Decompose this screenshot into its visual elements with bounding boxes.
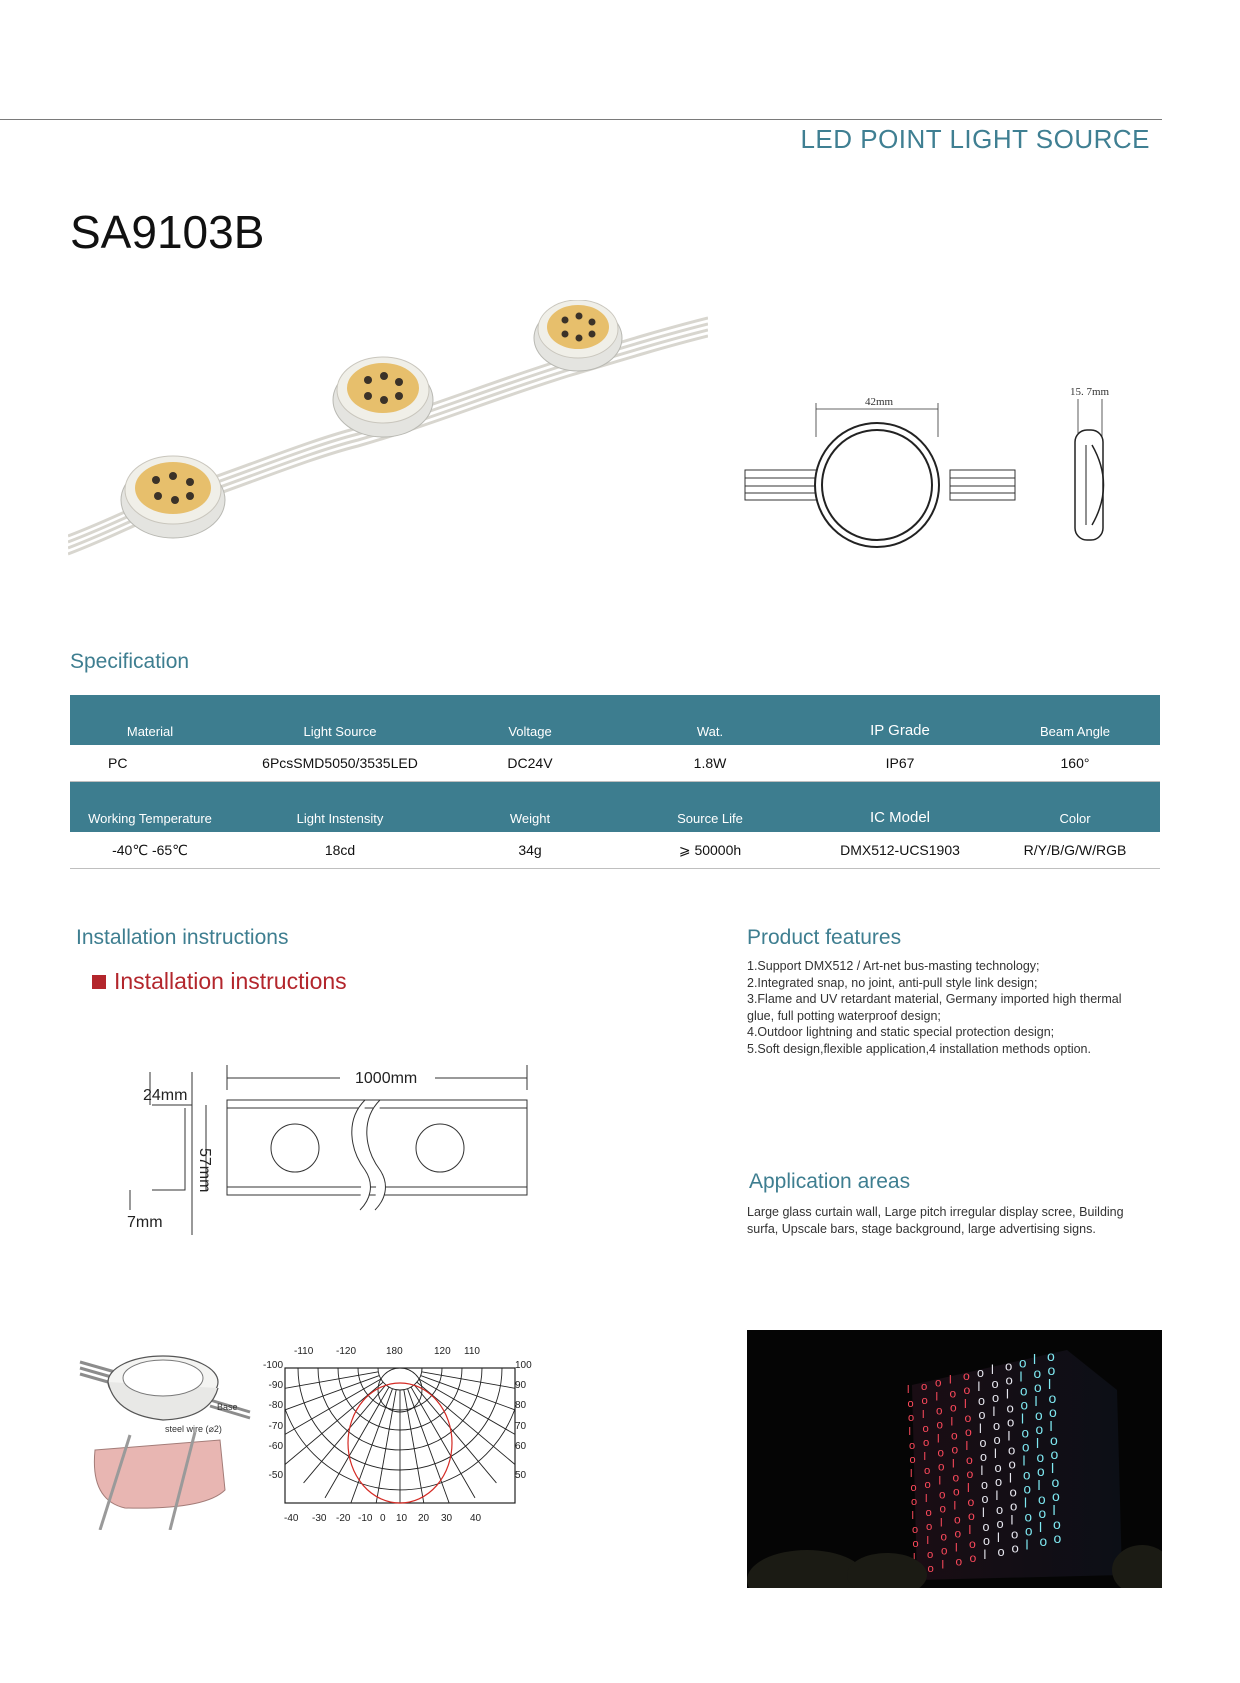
facade-led: o bbox=[1038, 1492, 1046, 1508]
facade-led: l bbox=[1007, 1428, 1011, 1444]
spec-table bbox=[70, 695, 1160, 869]
facade-led: o bbox=[936, 1418, 943, 1432]
facade-led: o bbox=[923, 1436, 930, 1449]
facade-led: o bbox=[969, 1551, 977, 1566]
led-module-3 bbox=[534, 300, 622, 371]
facade-led: l bbox=[949, 1372, 952, 1387]
facade-led: l bbox=[1019, 1369, 1023, 1385]
facade-led: l bbox=[926, 1534, 930, 1547]
facade-led: l bbox=[937, 1432, 940, 1446]
spec-header: Color bbox=[1059, 811, 1091, 826]
facade-led: o bbox=[978, 1408, 986, 1422]
facade-led: o bbox=[1010, 1498, 1018, 1514]
facade-led: o bbox=[910, 1482, 917, 1494]
spec-header: Wat. bbox=[696, 724, 724, 739]
polar-bottom-label: -10 bbox=[358, 1513, 373, 1524]
spec-value: 18cd bbox=[324, 842, 356, 858]
spec-value: IP67 bbox=[885, 755, 915, 771]
facade-led: l bbox=[908, 1426, 911, 1438]
facade-led: o bbox=[1022, 1439, 1030, 1455]
polar-bottom-label: 0 bbox=[380, 1513, 386, 1524]
flange-label: 24mm bbox=[143, 1087, 188, 1104]
facade-led: o bbox=[966, 1453, 973, 1468]
feature-item: 5.Soft design,flexible application,4 installation methods option. bbox=[747, 1041, 1091, 1056]
facade-led: l bbox=[1052, 1502, 1056, 1518]
facade-led: o bbox=[964, 1411, 972, 1426]
facade-led: l bbox=[992, 1403, 996, 1419]
facade-led: o bbox=[1011, 1540, 1019, 1556]
spec-header: IC Model bbox=[869, 809, 931, 826]
led-module-1 bbox=[121, 456, 225, 538]
spec-value-row-2 bbox=[70, 832, 1160, 869]
polar-bottom-label: 40 bbox=[470, 1513, 482, 1524]
facade-led: l bbox=[925, 1492, 928, 1505]
facade-led: o bbox=[1050, 1432, 1058, 1448]
polar-left-label: -100 bbox=[262, 1360, 283, 1371]
led-module-2 bbox=[333, 357, 433, 437]
facade-led: l bbox=[1036, 1436, 1040, 1452]
installation-subtitle bbox=[92, 968, 347, 995]
diameter-label: 42mm bbox=[865, 396, 894, 408]
facade-led: l bbox=[941, 1558, 945, 1572]
facade-led: o bbox=[955, 1554, 963, 1569]
facade-led: o bbox=[963, 1383, 971, 1398]
polar-top-label: 110 bbox=[464, 1346, 480, 1357]
facade-led: o bbox=[1052, 1488, 1060, 1504]
facade-led: o bbox=[1005, 1372, 1013, 1388]
polar-bottom-label: 30 bbox=[441, 1513, 453, 1524]
facade-led: o bbox=[951, 1442, 959, 1457]
facade-led: l bbox=[940, 1516, 943, 1530]
facade-led: o bbox=[941, 1544, 948, 1558]
facade-led: l bbox=[991, 1361, 994, 1377]
spec-header-row-1 bbox=[70, 695, 1160, 745]
specification-title: Specification bbox=[70, 650, 190, 673]
facade-led: o bbox=[1050, 1446, 1059, 1462]
header-category: LED POINT LIGHT SOURCE bbox=[800, 124, 1150, 154]
facade-led: o bbox=[925, 1506, 932, 1519]
spec-header-row-2 bbox=[70, 782, 1160, 832]
facade-led: o bbox=[954, 1526, 962, 1541]
polar-bottom-label: 20 bbox=[418, 1513, 430, 1524]
polar-top-label: 120 bbox=[434, 1346, 451, 1357]
spec-value: DC24V bbox=[507, 755, 553, 771]
polar-right-label: 60 bbox=[515, 1441, 527, 1452]
polar-right-label: 80 bbox=[515, 1400, 527, 1411]
feature-item: 4.Outdoor lightning and static special protection design; bbox=[747, 1025, 1055, 1039]
product-model: SA9103B bbox=[70, 206, 265, 258]
base-label: Base bbox=[217, 1402, 238, 1412]
feature-item: glue, full potting waterproof design; bbox=[747, 1008, 941, 1023]
facade-led: l bbox=[1022, 1453, 1026, 1469]
facade-led: l bbox=[1024, 1495, 1027, 1511]
facade-led: l bbox=[979, 1422, 982, 1436]
facade-led: o bbox=[921, 1394, 928, 1407]
facade-led: l bbox=[997, 1529, 1000, 1545]
facade-led: o bbox=[963, 1369, 970, 1384]
facade-led: o bbox=[996, 1501, 1004, 1517]
facade-led: l bbox=[977, 1380, 981, 1394]
facade-led: o bbox=[1053, 1530, 1062, 1546]
facade-led: l bbox=[982, 1506, 985, 1520]
facade-led: l bbox=[1034, 1394, 1038, 1410]
facade-led: o bbox=[1053, 1516, 1061, 1532]
facade-led: o bbox=[1020, 1397, 1028, 1413]
lip-label: 7mm bbox=[127, 1214, 163, 1231]
polar-left-label: -60 bbox=[268, 1441, 283, 1452]
facade-led: o bbox=[965, 1425, 972, 1440]
facade-led: l bbox=[967, 1481, 970, 1496]
facade-led: o bbox=[996, 1515, 1004, 1531]
facade-led: l bbox=[952, 1456, 955, 1471]
facade-led: o bbox=[1049, 1404, 1057, 1420]
facade-led: l bbox=[910, 1468, 913, 1480]
facade-led: l bbox=[1010, 1512, 1014, 1528]
polar-left-label: -50 bbox=[268, 1470, 283, 1481]
spec-value: R/Y/B/G/W/RGB bbox=[1023, 842, 1127, 858]
spec-value: PC bbox=[108, 755, 128, 771]
facade-led: o bbox=[1024, 1509, 1032, 1525]
facade-led: l bbox=[1039, 1520, 1043, 1536]
facade-led: o bbox=[912, 1538, 919, 1550]
facade-led: o bbox=[937, 1446, 944, 1460]
facade-led: o bbox=[939, 1502, 946, 1516]
thickness-label: 15. 7mm bbox=[1070, 386, 1110, 398]
facade-led: l bbox=[980, 1464, 984, 1478]
facade-led: o bbox=[1006, 1400, 1014, 1416]
facade-led: l bbox=[1006, 1386, 1009, 1402]
facade-led: l bbox=[968, 1523, 972, 1538]
facade-led: l bbox=[1051, 1460, 1055, 1476]
feature-item: 1.Support DMX512 / Art-net bus-masting technology; bbox=[747, 959, 1040, 973]
applications-line: surfa, Upscale bars, stage background, large advertising signs. bbox=[747, 1221, 1096, 1236]
facade-led: l bbox=[953, 1498, 957, 1513]
facade-led: o bbox=[921, 1380, 928, 1393]
facade-led: o bbox=[909, 1454, 916, 1466]
facade-led: o bbox=[922, 1422, 929, 1435]
facade-led: l bbox=[965, 1439, 969, 1454]
facade-led: o bbox=[908, 1412, 915, 1424]
polar-bottom-label: 10 bbox=[396, 1513, 408, 1524]
facade-led: o bbox=[995, 1473, 1003, 1489]
facade-led: l bbox=[923, 1450, 927, 1463]
polar-top-label: -120 bbox=[336, 1346, 357, 1357]
facade-led: o bbox=[924, 1478, 931, 1491]
facade-led: l bbox=[911, 1510, 914, 1522]
installation-subtitle-text: Installation instructions bbox=[114, 968, 347, 994]
facade-led: o bbox=[1038, 1506, 1047, 1522]
installation-profile-drawing bbox=[115, 1060, 545, 1235]
facade-led: o bbox=[992, 1389, 1000, 1405]
facade-led: o bbox=[935, 1376, 942, 1390]
facade-led: o bbox=[939, 1488, 946, 1502]
facade-led: o bbox=[966, 1467, 974, 1482]
facade-led: o bbox=[967, 1495, 975, 1510]
facade-led: o bbox=[979, 1436, 987, 1450]
facade-led: o bbox=[1007, 1414, 1015, 1430]
facade-led: o bbox=[912, 1524, 919, 1536]
polar-left-label: -70 bbox=[268, 1421, 283, 1432]
applications-title: Application areas bbox=[749, 1170, 911, 1193]
facade-led: o bbox=[1008, 1442, 1016, 1458]
facade-led: o bbox=[982, 1520, 990, 1534]
polar-top-label: 180 bbox=[386, 1346, 403, 1357]
installation-title: Installation instructions bbox=[76, 926, 289, 949]
polar-right-label: 100 bbox=[515, 1360, 532, 1371]
facade-led: o bbox=[1035, 1422, 1044, 1438]
facade-led: o bbox=[1009, 1484, 1017, 1500]
facade-led: o bbox=[1011, 1526, 1019, 1542]
facade-led: l bbox=[1021, 1411, 1024, 1427]
facade-led: l bbox=[950, 1414, 954, 1429]
polar-left-label: -80 bbox=[268, 1400, 283, 1411]
spec-header: Weight bbox=[509, 811, 551, 826]
facade-led: o bbox=[1020, 1383, 1028, 1399]
facade-led: o bbox=[940, 1530, 947, 1544]
spec-value: 34g bbox=[518, 842, 542, 858]
facade-led: o bbox=[1021, 1425, 1029, 1441]
polar-right-label: 50 bbox=[515, 1470, 527, 1481]
dimension-drawing bbox=[740, 375, 1160, 560]
facade-led: l bbox=[955, 1540, 958, 1555]
facade-led: o bbox=[1019, 1355, 1027, 1371]
facade-led: o bbox=[1051, 1474, 1060, 1490]
facade-led: o bbox=[1037, 1464, 1045, 1480]
feature-item: 2.Integrated snap, no joint, anti-pull style link design; bbox=[747, 975, 1038, 990]
height-label: 57mm bbox=[196, 1148, 213, 1193]
spec-header: Beam Angle bbox=[1039, 724, 1111, 739]
facade-led: o bbox=[1023, 1481, 1031, 1497]
facade-led: o bbox=[1033, 1366, 1042, 1382]
facade-led: o bbox=[909, 1440, 916, 1452]
facade-led: o bbox=[969, 1537, 976, 1552]
spec-header: Material bbox=[126, 724, 174, 739]
facade-led: l bbox=[964, 1397, 967, 1412]
spec-header: Light Instensity bbox=[296, 811, 384, 826]
facade-led: o bbox=[927, 1562, 934, 1575]
facade-led: o bbox=[977, 1366, 984, 1380]
facade-led: o bbox=[924, 1464, 931, 1477]
facade-led: o bbox=[1008, 1456, 1016, 1472]
facade-led: o bbox=[1039, 1534, 1048, 1550]
mounting-base-illustration bbox=[75, 1340, 265, 1530]
spec-value: -40℃ -65℃ bbox=[112, 841, 188, 858]
facade-led: l bbox=[995, 1487, 999, 1503]
facade-led: l bbox=[983, 1548, 987, 1562]
spec-header: Working Temperature bbox=[88, 811, 212, 826]
facade-led: l bbox=[1033, 1352, 1037, 1368]
facade-led: o bbox=[911, 1496, 918, 1508]
polar-distribution-chart bbox=[258, 1338, 548, 1533]
application-photo bbox=[747, 1330, 1162, 1588]
facade-led: o bbox=[1005, 1358, 1013, 1374]
spec-value-row-1 bbox=[70, 745, 1160, 782]
length-label: 1000mm bbox=[355, 1070, 418, 1087]
facade-led: o bbox=[1034, 1380, 1042, 1396]
facade-led: l bbox=[1025, 1537, 1029, 1553]
spec-header: IP Grade bbox=[870, 722, 930, 739]
facade-led: l bbox=[935, 1390, 939, 1404]
facade-led: l bbox=[1049, 1418, 1053, 1434]
facade-led: o bbox=[1036, 1450, 1045, 1466]
spec-header: Light Source bbox=[303, 724, 377, 739]
facade-led: l bbox=[913, 1552, 916, 1564]
facade-led: o bbox=[978, 1394, 985, 1408]
spec-header: Source Life bbox=[677, 811, 743, 826]
facade-led: o bbox=[1023, 1467, 1031, 1483]
feature-item: 3.Flame and UV retardant material, Germany imported high thermal bbox=[747, 992, 1122, 1006]
polar-bottom-label: -20 bbox=[336, 1513, 351, 1524]
features-list bbox=[747, 958, 1147, 1057]
facade-led: o bbox=[926, 1520, 933, 1533]
facade-led: o bbox=[952, 1470, 960, 1485]
facade-led: l bbox=[1009, 1470, 1012, 1486]
facade-led: o bbox=[983, 1534, 990, 1548]
facade-led: l bbox=[1048, 1376, 1052, 1392]
polar-right-label: 90 bbox=[515, 1380, 527, 1391]
facade-led: o bbox=[981, 1492, 989, 1506]
polar-top-label: -110 bbox=[294, 1346, 314, 1357]
facade-led: o bbox=[993, 1431, 1001, 1447]
applications-text bbox=[747, 1204, 1147, 1237]
spec-value: 1.8W bbox=[693, 755, 727, 771]
facade-led: o bbox=[950, 1400, 957, 1415]
spec-header: Voltage bbox=[508, 724, 552, 739]
spec-value: 6PcsSMD5050/3535LED bbox=[262, 755, 418, 771]
facade-led: o bbox=[980, 1450, 987, 1464]
facade-led: o bbox=[981, 1478, 988, 1492]
facade-led: o bbox=[991, 1375, 999, 1391]
header-divider bbox=[0, 119, 1162, 120]
spec-value: 160° bbox=[1060, 755, 1090, 771]
facade-led: l bbox=[938, 1474, 942, 1488]
facade-led: o bbox=[927, 1548, 934, 1561]
square-bullet-icon bbox=[92, 975, 106, 989]
facade-led: o bbox=[993, 1417, 1001, 1433]
polar-bottom-label: -30 bbox=[312, 1513, 327, 1524]
facade-led: o bbox=[968, 1509, 975, 1524]
spec-value: DMX512-UCS1903 bbox=[840, 842, 960, 858]
applications-line: Large glass curtain wall, Large pitch irregular display scree, Building bbox=[747, 1205, 1124, 1219]
facade-led: o bbox=[936, 1404, 943, 1418]
spec-value: ⩾ 50000h bbox=[678, 841, 742, 858]
facade-led: o bbox=[949, 1386, 957, 1401]
polar-left-label: -90 bbox=[268, 1380, 283, 1391]
polar-bottom-label: -40 bbox=[284, 1513, 299, 1524]
polar-right-label: 70 bbox=[515, 1421, 527, 1432]
facade-led: o bbox=[1035, 1408, 1043, 1424]
facade-led: l bbox=[907, 1384, 910, 1396]
facade-led: o bbox=[994, 1459, 1002, 1475]
facade-led: o bbox=[997, 1543, 1005, 1559]
product-photo bbox=[68, 300, 708, 560]
facade-led: o bbox=[1025, 1523, 1033, 1539]
features-title: Product features bbox=[747, 926, 902, 949]
steel-wire-label: steel wire (⌀2) bbox=[165, 1424, 222, 1434]
facade-led: l bbox=[1037, 1478, 1041, 1494]
facade-led: l bbox=[994, 1445, 997, 1461]
facade-led: o bbox=[1047, 1348, 1055, 1364]
facade-led: o bbox=[1047, 1362, 1056, 1378]
facade-led: o bbox=[907, 1398, 914, 1410]
facade-led: o bbox=[938, 1460, 945, 1474]
facade-led: l bbox=[922, 1408, 925, 1421]
facade-led: o bbox=[953, 1484, 960, 1499]
facade-led: o bbox=[951, 1428, 958, 1443]
facade-led: o bbox=[1048, 1390, 1057, 1406]
facade-led: o bbox=[954, 1512, 961, 1527]
